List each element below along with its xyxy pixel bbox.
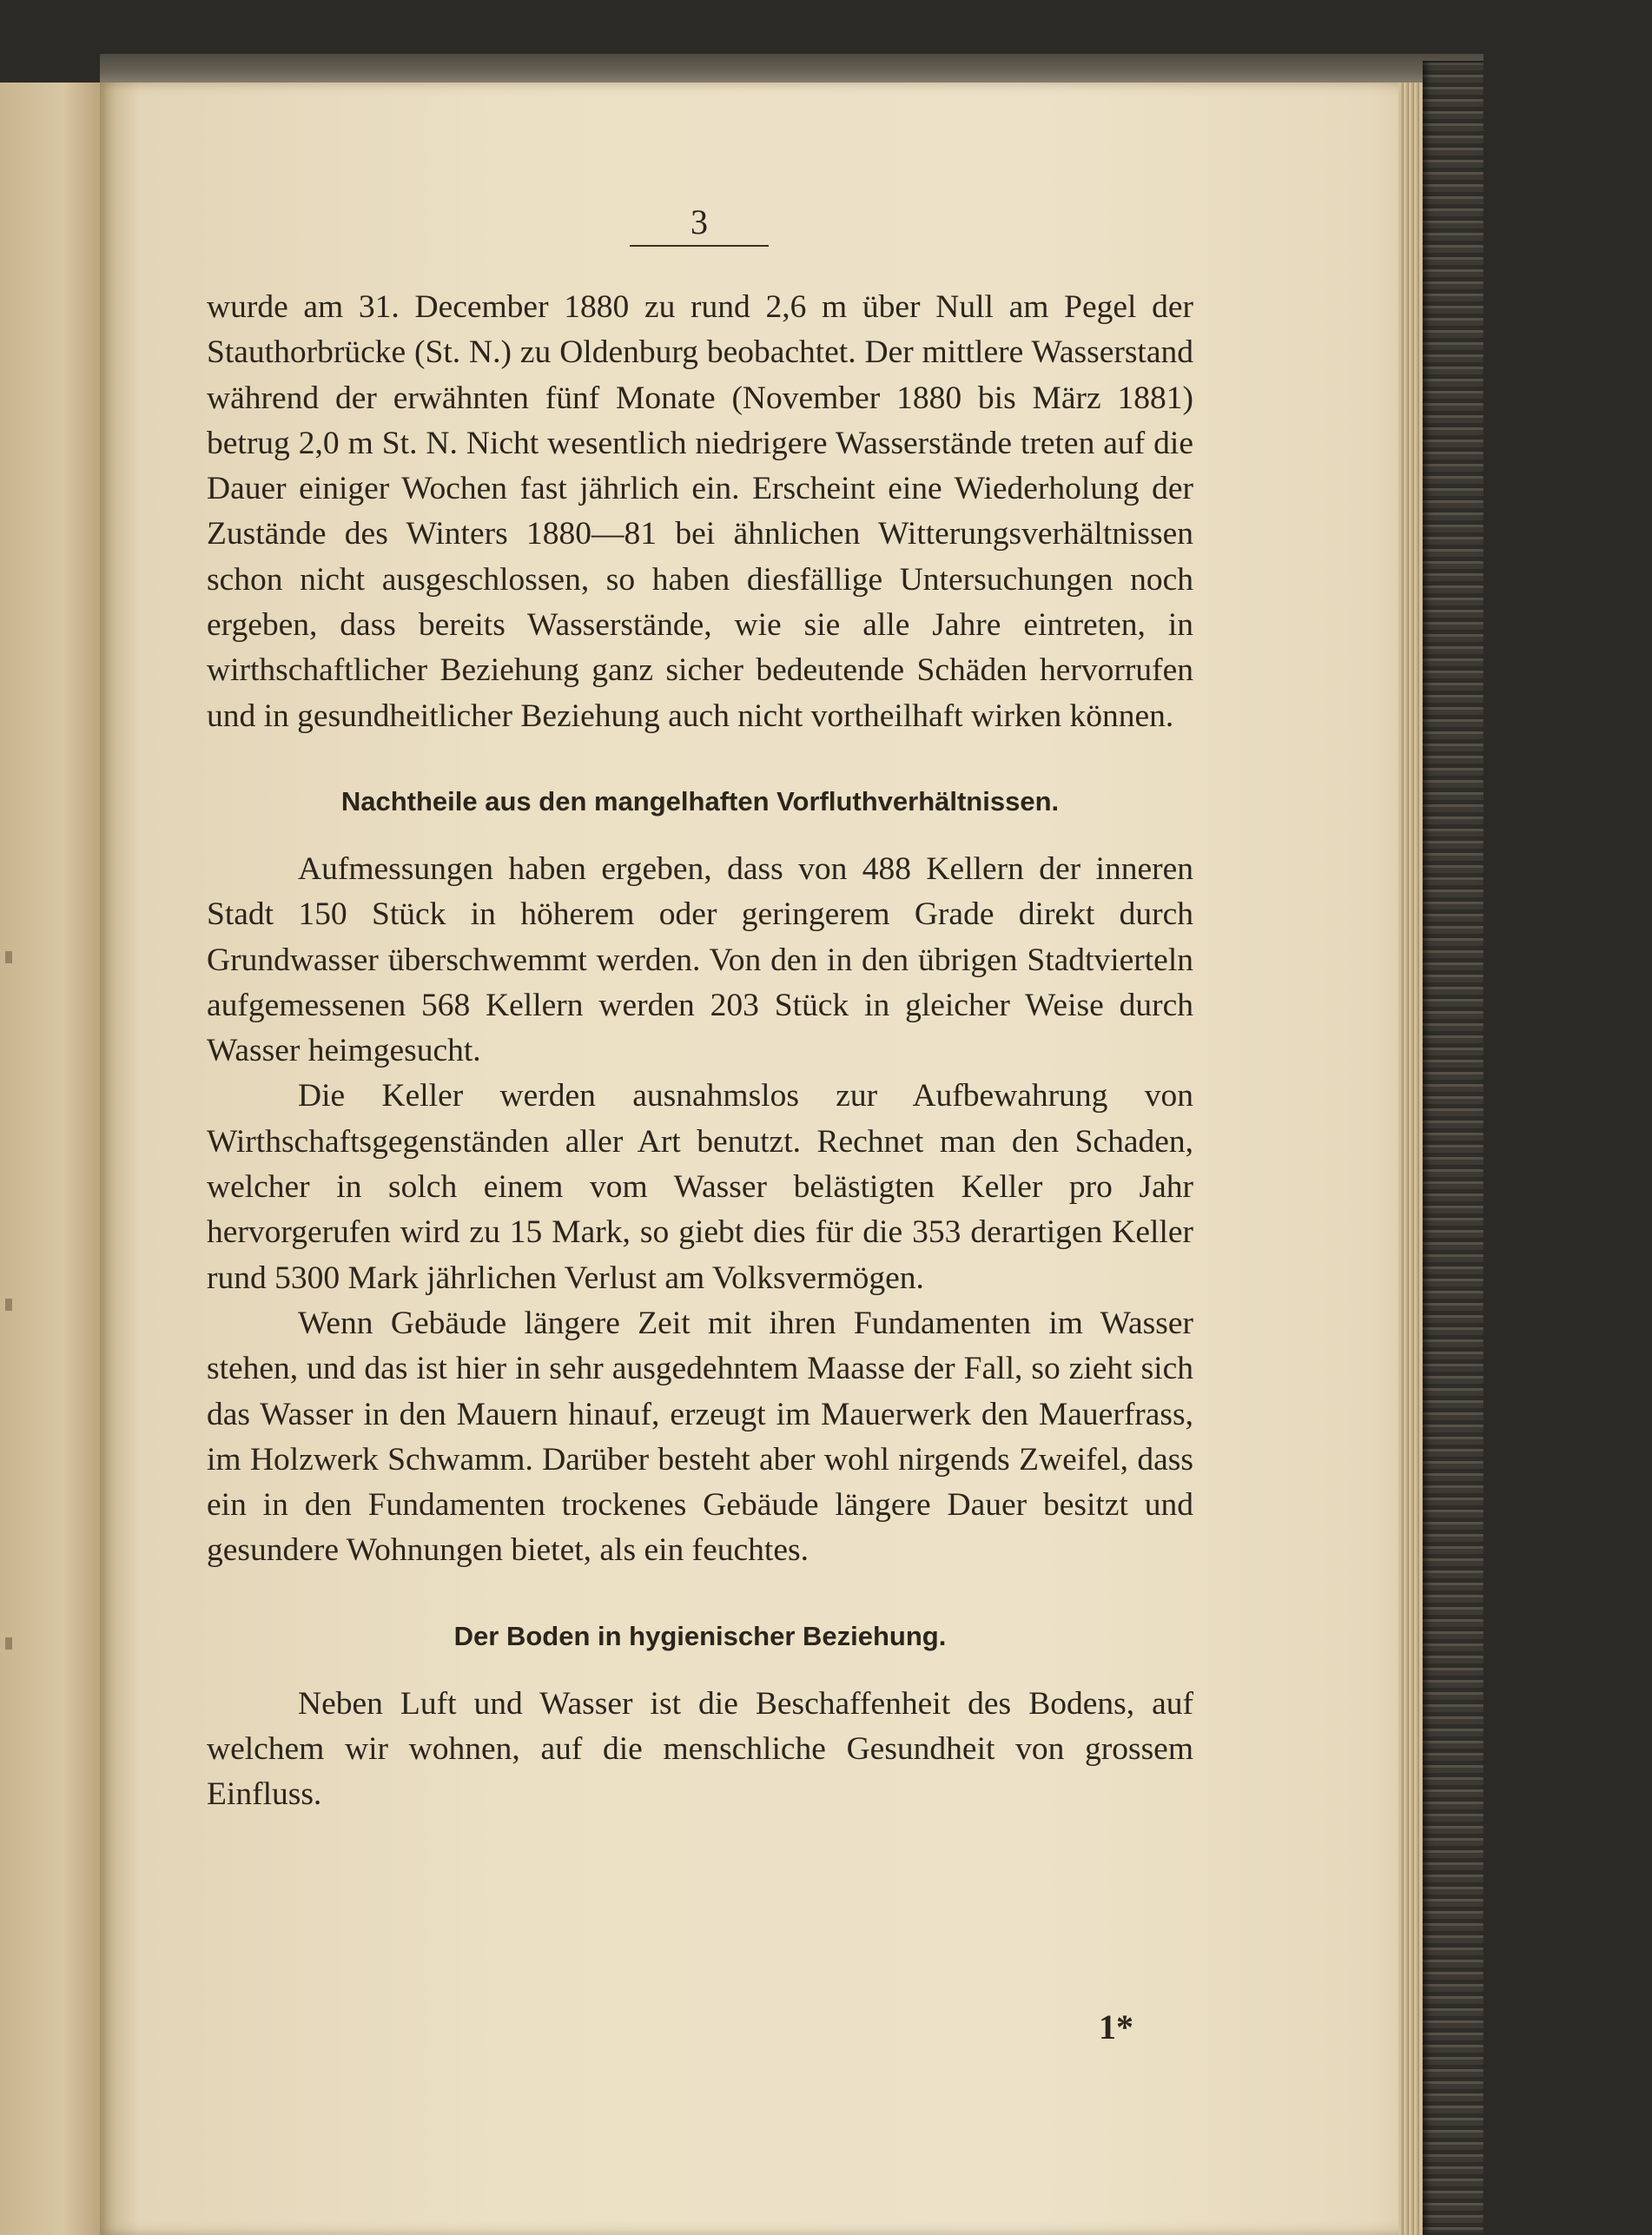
paragraph: Aufmessungen haben ergeben, dass von 488 Kellern der inneren Stadt 150 Stück in höherem oder geringerem Grade direkt durch Grundwasser überschwemmt werden. Von den in den übrigen Stadtvierteln aufgemessenen 568 Kellern werden 203 Stück in gleicher Weise durch Wasser heimgesucht. [207, 850, 1193, 1069]
paragraph: Die Keller werden ausnahmslos zur Aufbewahrung von Wirthschaftsgegenständen aller Art benutzt. Rechnet man den Schaden, welcher in solch einem vom Wasser belästigten Keller pro Jahr hervorgerufen wird zu 15 Mark, so giebt dies für die 353 derartigen Keller rund 5300 Mark jährlichen Verlust am Volksvermögen. [207, 1078, 1193, 1296]
left-page-mark [5, 951, 12, 963]
paragraph: Wenn Gebäude längere Zeit mit ihren Fundamenten im Wasser stehen, und das ist hier in sehr ausgedehntem Maasse der Fall, so zieht sich das Wasser in den Mauern hinauf, erzeugt im Mauerwerk den Mauerfrass, im Holzwerk Schwamm. Darüber besteht aber wohl nirgends Zweifel, dass ein in den Fundamenten trockenes Gebäude längere Dauer besitzt und gesundere Wohnungen bietet, als ein feuchtes. [207, 1305, 1193, 1569]
page-body [207, 285, 1193, 1818]
left-page-mark [5, 1637, 12, 1650]
book-cover-top [100, 54, 1483, 85]
left-page-mark [5, 1299, 12, 1311]
section-heading: Nachtheile aus den mangelhaften Vorfluthverhältnissen. [340, 785, 1060, 817]
header-rule [630, 245, 769, 247]
book-cover-spine [1423, 61, 1483, 2235]
page-header [630, 202, 769, 247]
signature-mark: 1* [1099, 2007, 1133, 2047]
paragraph: Neben Luft und Wasser ist die Beschaffenheit des Bodens, auf welchem wir wohnen, auf die menschliche Gesundheit von grossem Einfluss. [207, 1685, 1193, 1813]
page-number: 3 [691, 202, 708, 241]
paragraph: wurde am 31. December 1880 zu rund 2,6 m über Null am Pegel der Stauthorbrücke (St. N.) zu Oldenburg beobachtet. Der mittlere Wasserstand während der erwähnten fünf Monate (November 1880 bis März 1881) betrug 2,0 m St. N. Nicht wesentlich niedrigere Wasserstände treten auf die Dauer einiger Wochen fast jährlich ein. Erscheint eine Wiederholung der Zustände des Winters 1880—81 bei ähnlichen Witterungsverhältnissen schon nicht ausgeschlossen, so haben diesfällige Untersuchungen noch ergeben, dass bereits Wasserstände, wie sie alle Jahre eintreten, in wirthschaftlicher Beziehung ganz sicher bedeutende Schäden hervorrufen und in gesundheitlicher Beziehung auch nicht vortheilhaft wirken können. [207, 289, 1193, 734]
left-page-edge [0, 83, 104, 2235]
section-heading: Der Boden in hygienischer Beziehung. [453, 1620, 947, 1651]
